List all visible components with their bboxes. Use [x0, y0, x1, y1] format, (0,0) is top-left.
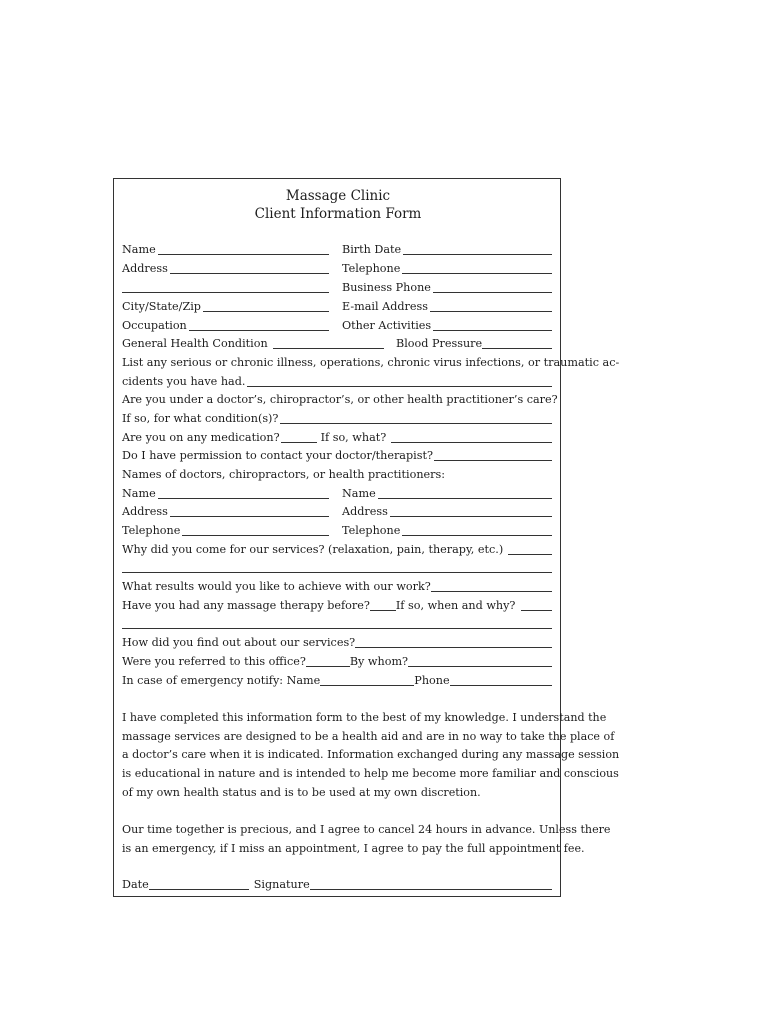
- results-question: What results would you like to achieve with our work?: [122, 580, 431, 593]
- row-practitioner-names: [122, 487, 552, 501]
- business-phone-field[interactable]: [433, 282, 552, 293]
- practitioner-1-telephone-field[interactable]: [182, 525, 329, 536]
- emergency-name-label: In case of emergency notify: Name: [122, 674, 321, 687]
- address-field[interactable]: [170, 263, 329, 274]
- row-results: [122, 580, 552, 594]
- practitioner-2-name-field[interactable]: [378, 488, 552, 499]
- name-field[interactable]: [158, 244, 329, 255]
- row-had-massage: [122, 599, 552, 613]
- row-practitioners-heading: [122, 468, 552, 482]
- why-come-extra-line[interactable]: [122, 572, 552, 573]
- practitioner-2-address-label: Address: [342, 505, 388, 518]
- consent-line: a doctor’s care when it is indicated. Information exchanged during any massage session: [122, 748, 620, 762]
- illness-field[interactable]: [247, 376, 552, 387]
- row-practitioner-addresses: [122, 505, 552, 519]
- cancellation-line: is an emergency, if I miss an appointment, I agree to pay the full appointment fee.: [122, 841, 585, 855]
- signature-label: Signature: [253, 878, 310, 891]
- row-illness-line2: [122, 375, 552, 389]
- row-name-birthdate: [122, 243, 552, 257]
- city-state-zip-label: City/State/Zip: [122, 300, 201, 313]
- row-permission: [122, 449, 552, 463]
- telephone-field[interactable]: [402, 263, 552, 274]
- date-label: Date: [122, 878, 149, 891]
- had-massage-field[interactable]: [370, 600, 396, 611]
- business-phone-label: Business Phone: [342, 281, 431, 294]
- permission-question: Do I have permission to contact your doctor/therapist?: [122, 449, 433, 462]
- email-field[interactable]: [430, 301, 552, 312]
- birth-date-label: Birth Date: [342, 243, 402, 256]
- when-why-extra-line[interactable]: [122, 628, 552, 629]
- medication-what-field[interactable]: [391, 432, 552, 443]
- occupation-field[interactable]: [189, 320, 329, 331]
- city-state-zip-field[interactable]: [203, 301, 329, 312]
- birth-date-field[interactable]: [403, 244, 552, 255]
- row-find-out: [122, 636, 552, 650]
- occupation-label: Occupation: [122, 319, 187, 332]
- practitioner-2-telephone-field[interactable]: [402, 525, 552, 536]
- emergency-name-field[interactable]: [320, 675, 414, 686]
- form-title: Client Information Form: [254, 206, 422, 222]
- practitioner-1-address-field[interactable]: [170, 506, 329, 517]
- consent-line: of my own health status and is to be used at my own discretion.: [122, 785, 481, 799]
- other-activities-field[interactable]: [433, 320, 552, 331]
- practitioner-2-address-field[interactable]: [390, 506, 552, 517]
- why-come-question: Why did you come for our services? (relaxation, pain, therapy, etc.): [122, 543, 504, 556]
- consent-line: massage services are designed to be a health aid and are in no way to take the place of: [122, 729, 615, 743]
- practitioner-1-address-label: Address: [122, 505, 168, 518]
- row-city-email: [122, 300, 552, 314]
- practitioner-1-name-label: Name: [122, 487, 156, 500]
- emergency-phone-label: Phone: [414, 674, 450, 687]
- illness-question-cont: cidents you have had.: [122, 375, 246, 388]
- when-why-field[interactable]: [521, 600, 552, 611]
- practitioner-1-telephone-label: Telephone: [122, 524, 181, 537]
- row-address-telephone: [122, 262, 552, 276]
- find-out-field[interactable]: [355, 637, 552, 648]
- blood-pressure-field[interactable]: [482, 338, 552, 349]
- row-emergency: [122, 674, 552, 688]
- referred-question: Were you referred to this office?: [122, 655, 306, 668]
- row-date-signature: [122, 878, 552, 892]
- results-field[interactable]: [431, 581, 552, 592]
- condition-question: If so, for what condition(s)?: [122, 412, 279, 425]
- doctor-care-question: Are you under a doctor’s, chiropractor’s, or other health practitioner’s care?: [122, 393, 558, 406]
- permission-field[interactable]: [434, 450, 552, 461]
- medication-what-label: If so, what?: [320, 431, 387, 444]
- condition-field[interactable]: [280, 413, 552, 424]
- consent-line: is educational in nature and is intended to help me become more familiar and conscious: [122, 767, 619, 781]
- cancellation-line: Our time together is precious, and I agree to cancel 24 hours in advance. Unless there: [122, 823, 611, 836]
- cancellation-policy: [122, 821, 611, 858]
- row-occupation-activities: [122, 319, 552, 333]
- by-whom-field[interactable]: [408, 656, 552, 667]
- general-health-label: General Health Condition: [122, 337, 268, 350]
- row-doctor-care: [122, 393, 558, 407]
- row-referred: [122, 655, 552, 669]
- when-why-label: If so, when and why?: [395, 599, 516, 612]
- practitioners-heading: Names of doctors, chiropractors, or health practitioners:: [122, 468, 446, 481]
- practitioner-1-name-field[interactable]: [158, 488, 329, 499]
- telephone-label: Telephone: [342, 262, 401, 275]
- practitioner-2-name-label: Name: [342, 487, 376, 500]
- why-come-field[interactable]: [508, 544, 552, 555]
- row-practitioner-telephones: [122, 524, 552, 538]
- address-label: Address: [122, 262, 168, 275]
- illness-question: List any serious or chronic illness, operations, chronic virus infections, or traumatic ac-: [122, 356, 620, 369]
- had-massage-question: Have you had any massage therapy before?: [122, 599, 370, 612]
- row-why-come: [122, 543, 552, 557]
- referred-field[interactable]: [306, 656, 350, 667]
- signature-field[interactable]: [310, 879, 552, 890]
- general-health-field[interactable]: [273, 338, 384, 349]
- row-illness-line1: [122, 356, 620, 370]
- clinic-title: Massage Clinic: [285, 188, 391, 204]
- row-condition: [122, 412, 552, 426]
- by-whom-label: By whom?: [349, 655, 409, 668]
- address-line-2-field[interactable]: [122, 282, 329, 293]
- client-information-form: [113, 178, 620, 897]
- blood-pressure-label: Blood Pressure: [396, 337, 483, 350]
- date-field[interactable]: [149, 879, 249, 890]
- medication-yes-no-field[interactable]: [281, 432, 317, 443]
- medication-question: Are you on any medication?: [122, 431, 280, 444]
- email-label: E-mail Address: [342, 300, 428, 313]
- find-out-question: How did you find out about our services?: [122, 636, 356, 649]
- consent-statement: [122, 709, 620, 803]
- row-address2-business-phone: [122, 281, 552, 295]
- other-activities-label: Other Activities: [342, 319, 432, 332]
- row-medication: [122, 431, 552, 445]
- row-health-blood-pressure: [122, 337, 552, 351]
- consent-line: I have completed this information form to the best of my knowledge. I understand the: [122, 711, 607, 724]
- practitioner-2-telephone-label: Telephone: [342, 524, 401, 537]
- emergency-phone-field[interactable]: [450, 675, 552, 686]
- name-label: Name: [122, 243, 156, 256]
